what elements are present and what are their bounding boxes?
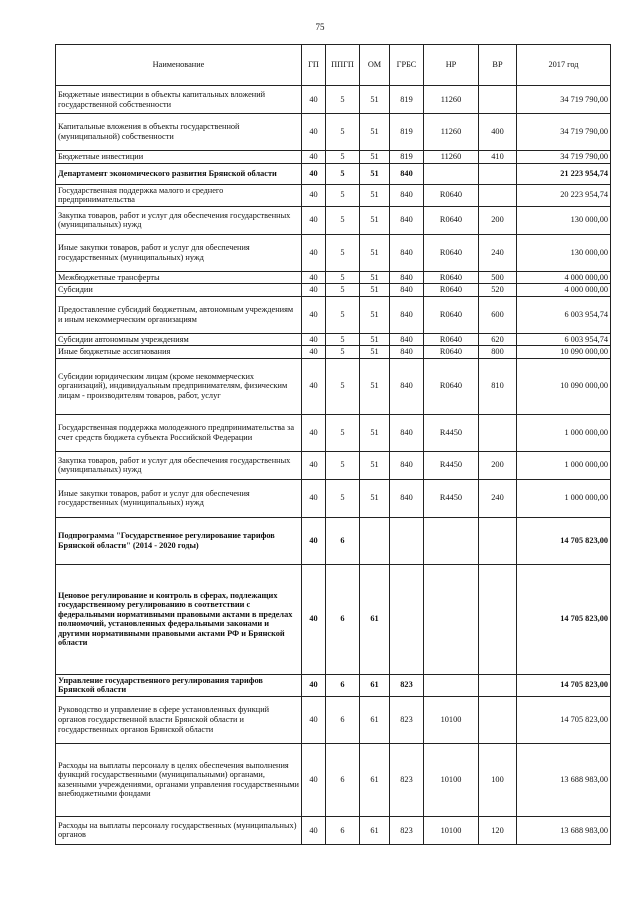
cell-name: Капитальные вложения в объекты государственной (муниципальной) собственности	[56, 114, 302, 151]
cell-vr: 600	[479, 296, 517, 333]
cell-ppgp: 5	[326, 333, 360, 346]
cell-amount: 34 719 790,00	[517, 86, 611, 114]
cell-nr: 10100	[424, 696, 479, 743]
cell-nr: R4450	[424, 451, 479, 479]
table-row	[56, 86, 611, 114]
header-grbs: ГРБС	[390, 45, 424, 86]
cell-nr: R0640	[424, 271, 479, 284]
cell-name: Подпрограмма "Государственное регулирование тарифов Брянской области" (2014 - 2020 годы)	[56, 517, 302, 564]
cell-grbs: 823	[390, 696, 424, 743]
cell-amount: 4 000 000,00	[517, 284, 611, 297]
cell-vr	[479, 86, 517, 114]
cell-amount: 1 000 000,00	[517, 479, 611, 517]
cell-grbs: 819	[390, 114, 424, 151]
cell-ppgp: 6	[326, 743, 360, 816]
cell-ppgp: 6	[326, 517, 360, 564]
table-row	[56, 284, 611, 297]
cell-om: 51	[360, 346, 390, 359]
cell-om: 51	[360, 296, 390, 333]
cell-vr: 620	[479, 333, 517, 346]
cell-amount: 34 719 790,00	[517, 114, 611, 151]
cell-nr	[424, 517, 479, 564]
cell-amount: 4 000 000,00	[517, 271, 611, 284]
cell-vr	[479, 184, 517, 206]
header-nr: НР	[424, 45, 479, 86]
cell-nr	[424, 163, 479, 184]
cell-gp: 40	[302, 696, 326, 743]
cell-om: 51	[360, 271, 390, 284]
cell-vr	[479, 414, 517, 451]
cell-om: 51	[360, 206, 390, 234]
table-row	[56, 696, 611, 743]
cell-nr: R0640	[424, 206, 479, 234]
cell-grbs: 819	[390, 86, 424, 114]
table-row	[56, 206, 611, 234]
cell-name: Межбюджетные трансферты	[56, 271, 302, 284]
cell-gp: 40	[302, 206, 326, 234]
cell-gp: 40	[302, 358, 326, 414]
cell-vr	[479, 674, 517, 696]
cell-grbs: 840	[390, 451, 424, 479]
cell-om: 61	[360, 674, 390, 696]
cell-nr: R0640	[424, 284, 479, 297]
cell-grbs: 840	[390, 284, 424, 297]
cell-vr: 500	[479, 271, 517, 284]
header-year-2017: 2017 год	[517, 45, 611, 86]
cell-ppgp: 5	[326, 184, 360, 206]
cell-nr: 11260	[424, 86, 479, 114]
cell-amount: 13 688 983,00	[517, 816, 611, 844]
cell-om: 51	[360, 479, 390, 517]
cell-gp: 40	[302, 163, 326, 184]
cell-amount: 21 223 954,74	[517, 163, 611, 184]
cell-amount: 1 000 000,00	[517, 414, 611, 451]
header-vr: ВР	[479, 45, 517, 86]
cell-grbs	[390, 517, 424, 564]
cell-name: Государственная поддержка малого и среднего предпринимательства	[56, 184, 302, 206]
cell-gp: 40	[302, 234, 326, 271]
cell-ppgp: 5	[326, 414, 360, 451]
cell-ppgp: 5	[326, 296, 360, 333]
cell-name: Иные закупки товаров, работ и услуг для обеспечения государственных (муниципальных) нужд	[56, 479, 302, 517]
cell-om: 51	[360, 414, 390, 451]
cell-ppgp: 6	[326, 564, 360, 674]
cell-ppgp: 5	[326, 479, 360, 517]
table-header-row	[56, 45, 611, 86]
cell-gp: 40	[302, 151, 326, 164]
cell-om	[360, 517, 390, 564]
cell-amount: 34 719 790,00	[517, 151, 611, 164]
cell-name: Иные бюджетные ассигнования	[56, 346, 302, 359]
cell-gp: 40	[302, 271, 326, 284]
cell-ppgp: 5	[326, 284, 360, 297]
cell-om: 51	[360, 184, 390, 206]
cell-gp: 40	[302, 346, 326, 359]
cell-amount: 14 705 823,00	[517, 517, 611, 564]
table-row	[56, 346, 611, 359]
cell-grbs: 840	[390, 184, 424, 206]
cell-om: 51	[360, 358, 390, 414]
cell-ppgp: 6	[326, 674, 360, 696]
cell-gp: 40	[302, 184, 326, 206]
cell-gp: 40	[302, 743, 326, 816]
cell-gp: 40	[302, 674, 326, 696]
cell-ppgp: 5	[326, 271, 360, 284]
cell-name: Расходы на выплаты персоналу государственных (муниципальных) органов	[56, 816, 302, 844]
cell-nr: R4450	[424, 479, 479, 517]
cell-name: Бюджетные инвестиции	[56, 151, 302, 164]
cell-vr: 240	[479, 479, 517, 517]
cell-gp: 40	[302, 284, 326, 297]
cell-vr: 520	[479, 284, 517, 297]
cell-om: 51	[360, 451, 390, 479]
cell-grbs: 840	[390, 296, 424, 333]
cell-vr	[479, 564, 517, 674]
cell-nr: R0640	[424, 234, 479, 271]
cell-nr: 11260	[424, 114, 479, 151]
cell-grbs: 840	[390, 479, 424, 517]
cell-grbs: 840	[390, 206, 424, 234]
cell-name: Иные закупки товаров, работ и услуг для обеспечения государственных (муниципальных) нужд	[56, 234, 302, 271]
cell-amount: 10 090 000,00	[517, 346, 611, 359]
cell-amount: 1 000 000,00	[517, 451, 611, 479]
cell-nr	[424, 674, 479, 696]
budget-table	[55, 44, 611, 845]
cell-name: Субсидии юридическим лицам (кроме некоммерческих организаций), индивидуальным предпринимателям, физическим лицам - производителям товаров, работ, услуг	[56, 358, 302, 414]
cell-ppgp: 5	[326, 206, 360, 234]
cell-vr: 410	[479, 151, 517, 164]
cell-om: 61	[360, 564, 390, 674]
cell-name: Субсидии автономным учреждениям	[56, 333, 302, 346]
table-row	[56, 564, 611, 674]
cell-om: 51	[360, 234, 390, 271]
page-number: 75	[315, 22, 325, 32]
header-om: ОМ	[360, 45, 390, 86]
cell-amount: 6 003 954,74	[517, 296, 611, 333]
cell-vr: 200	[479, 206, 517, 234]
cell-grbs: 823	[390, 743, 424, 816]
cell-amount: 13 688 983,00	[517, 743, 611, 816]
cell-amount: 14 705 823,00	[517, 564, 611, 674]
cell-ppgp: 5	[326, 234, 360, 271]
table-row	[56, 333, 611, 346]
cell-vr	[479, 163, 517, 184]
cell-gp: 40	[302, 333, 326, 346]
cell-om: 61	[360, 696, 390, 743]
cell-vr: 400	[479, 114, 517, 151]
cell-vr: 800	[479, 346, 517, 359]
table-row	[56, 816, 611, 844]
cell-ppgp: 5	[326, 451, 360, 479]
cell-gp: 40	[302, 479, 326, 517]
cell-gp: 40	[302, 517, 326, 564]
cell-grbs: 840	[390, 414, 424, 451]
table-row	[56, 674, 611, 696]
header-name: Наименование	[56, 45, 302, 86]
cell-nr: R0640	[424, 333, 479, 346]
table-row	[56, 234, 611, 271]
cell-name: Руководство и управление в сфере установленных функций органов государственной власти Брянской области и государственных органов Брянской области	[56, 696, 302, 743]
cell-nr: R0640	[424, 346, 479, 359]
header-gp: ГП	[302, 45, 326, 86]
cell-ppgp: 5	[326, 163, 360, 184]
table-row	[56, 743, 611, 816]
cell-grbs: 840	[390, 346, 424, 359]
header-ppgp: ППГП	[326, 45, 360, 86]
cell-vr	[479, 696, 517, 743]
cell-grbs: 840	[390, 333, 424, 346]
cell-ppgp: 5	[326, 358, 360, 414]
cell-ppgp: 5	[326, 86, 360, 114]
table-row	[56, 114, 611, 151]
cell-amount: 130 000,00	[517, 206, 611, 234]
cell-ppgp: 5	[326, 151, 360, 164]
cell-om: 51	[360, 284, 390, 297]
cell-om: 51	[360, 333, 390, 346]
table-row	[56, 358, 611, 414]
cell-vr: 120	[479, 816, 517, 844]
cell-amount: 20 223 954,74	[517, 184, 611, 206]
cell-ppgp: 5	[326, 114, 360, 151]
cell-nr	[424, 564, 479, 674]
cell-amount: 10 090 000,00	[517, 358, 611, 414]
cell-ppgp: 5	[326, 346, 360, 359]
cell-grbs: 840	[390, 163, 424, 184]
cell-grbs: 840	[390, 234, 424, 271]
cell-grbs: 823	[390, 816, 424, 844]
cell-name: Расходы на выплаты персоналу в целях обеспечения выполнения функций государственными (муниципальными) органами, казенными учреждениями, органами управления государственными внебюджетными фондами	[56, 743, 302, 816]
cell-vr	[479, 517, 517, 564]
cell-vr: 200	[479, 451, 517, 479]
cell-gp: 40	[302, 414, 326, 451]
cell-om: 61	[360, 743, 390, 816]
cell-gp: 40	[302, 86, 326, 114]
cell-grbs: 819	[390, 151, 424, 164]
cell-nr: R4450	[424, 414, 479, 451]
cell-nr: 10100	[424, 816, 479, 844]
cell-vr: 810	[479, 358, 517, 414]
cell-amount: 14 705 823,00	[517, 696, 611, 743]
cell-om: 51	[360, 151, 390, 164]
cell-name: Предоставление субсидий бюджетным, автономным учреждениям и иным некоммерческим организациям	[56, 296, 302, 333]
cell-gp: 40	[302, 114, 326, 151]
table-row	[56, 479, 611, 517]
cell-vr: 240	[479, 234, 517, 271]
cell-amount: 130 000,00	[517, 234, 611, 271]
table-row	[56, 271, 611, 284]
cell-amount: 6 003 954,74	[517, 333, 611, 346]
cell-name: Бюджетные инвестиции в объекты капитальных вложений государственной собственности	[56, 86, 302, 114]
cell-gp: 40	[302, 564, 326, 674]
cell-name: Государственная поддержка молодежного предпринимательства за счет средств бюджета субъекта Российской Федерации	[56, 414, 302, 451]
cell-grbs: 840	[390, 358, 424, 414]
table-row	[56, 163, 611, 184]
cell-name: Ценовое регулирование и контроль в сферах, подлежащих государственному регулированию в соответствии с федеральными нормативными правовыми актами в пределах полномочий, установленных федеральными законами и другими нормативными правовыми актами РФ и Брянской области	[56, 564, 302, 674]
cell-nr: R0640	[424, 358, 479, 414]
cell-ppgp: 6	[326, 816, 360, 844]
cell-vr: 100	[479, 743, 517, 816]
cell-amount: 14 705 823,00	[517, 674, 611, 696]
cell-name: Закупка товаров, работ и услуг для обеспечения государственных (муниципальных) нужд	[56, 206, 302, 234]
cell-grbs: 840	[390, 271, 424, 284]
cell-gp: 40	[302, 816, 326, 844]
cell-grbs	[390, 564, 424, 674]
table-row	[56, 451, 611, 479]
cell-om: 51	[360, 86, 390, 114]
table-row	[56, 296, 611, 333]
cell-name: Закупка товаров, работ и услуг для обеспечения государственных (муниципальных) нужд	[56, 451, 302, 479]
cell-gp: 40	[302, 451, 326, 479]
table-row	[56, 184, 611, 206]
table-row	[56, 414, 611, 451]
cell-nr: R0640	[424, 184, 479, 206]
cell-om: 51	[360, 114, 390, 151]
cell-nr: R0640	[424, 296, 479, 333]
cell-ppgp: 6	[326, 696, 360, 743]
cell-om: 61	[360, 816, 390, 844]
cell-name: Управление государственного регулирования тарифов Брянской области	[56, 674, 302, 696]
cell-name: Субсидии	[56, 284, 302, 297]
table-row	[56, 517, 611, 564]
cell-nr: 10100	[424, 743, 479, 816]
cell-nr: 11260	[424, 151, 479, 164]
cell-grbs: 823	[390, 674, 424, 696]
table-row	[56, 151, 611, 164]
cell-name: Департамент экономического развития Брянской области	[56, 163, 302, 184]
cell-gp: 40	[302, 296, 326, 333]
cell-om: 51	[360, 163, 390, 184]
